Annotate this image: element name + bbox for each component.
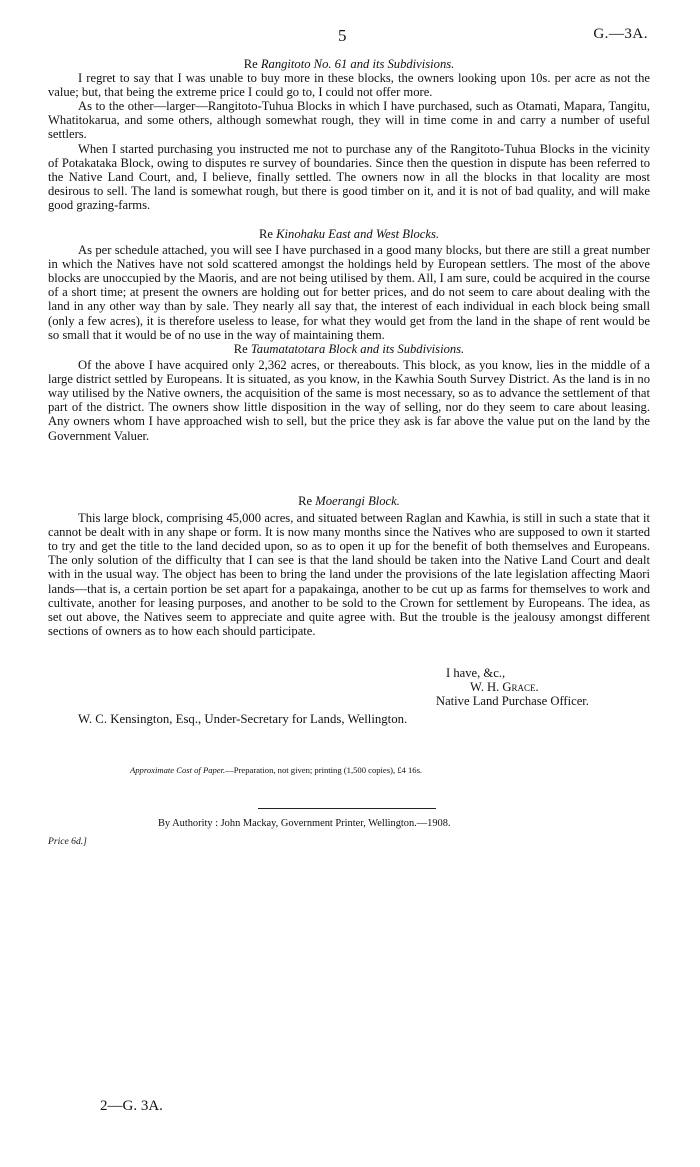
heading-re: Re [233,342,248,356]
footer-reference: 2—G. 3A. [100,1098,163,1114]
section-rangitoto [48,57,650,212]
divider-rule [258,808,436,809]
price-note: Price 6d.] [48,836,87,847]
heading-re: Re [298,494,313,508]
section-heading [48,494,650,508]
cost-text: —Preparation, not given; printing (1,500 copies), £4 16s. [225,765,423,775]
section-heading [48,342,650,356]
paragraph: When I started purchasing you instructed me not to purchase any of the Rangitoto-Tuhua Blocks in the vicinity of Potakataka Block, owing to disputes re survey of boundaries. Since then the question in dispute has been referred to the Native Land Court, and, I believe, finally settled. The owners now in all the blocks in that locality are most desirous to sell. The land is somewhat rough, but there is good timber on it, and it is not of bad quality, and will make good grazing-farms. [48,141,650,212]
paragraph: This large block, comprising 45,000 acres, and situated between Raglan and Kawhia, is still in such a state that it cannot be dealt with in any shape or form. It is now many months since the Natives who are supposed to own it started to try and get the title to the land decided upon, so as to open it up for the benefit of both themselves and Europeans. The only solution of the difficulty that I can see is that the land should be taken into the Native Land Court and dealt with in the usual way. The object has been to bring the land under the provisions of the late legislation affecting Maori lands—that is, a certain portion be set apart for a papakainga, another to be cut up as farms for themselves to work and cultivate, another for leasing purposes, and another to be sold to the Crown for settlement by Europeans. The idea, as set out above, the Natives seem to appreciate and quite agree with. But the trouble is the jealousy amongst different sections of owners as to how each should participate. [48,511,650,638]
heading-title: Moerangi Block. [315,494,400,508]
cost-label: Approximate Cost of Paper. [130,765,226,775]
paragraph: As to the other—larger—Rangitoto-Tuhua Blocks in which I have purchased, such as Otamati, Mapara, Tangitu, Whatitokarua, and some others, although somewhat rough, they will in time come in and carry a number of useful settlers. [48,99,650,142]
paragraph: I regret to say that I was unable to buy more in these blocks, the owners looking upon 10s. per acre as not the value; but, that being the extreme price I could go to, I could not offer more. [48,71,650,100]
heading-re: Re [243,57,258,71]
section-moerangi [48,494,650,638]
signature-title: Native Land Purchase Officer. [436,694,589,708]
section-heading [48,227,650,241]
paragraph: Of the above I have acquired only 2,362 acres, or thereabouts. This block, as you know, lies in the middle of a large district settled by Europeans. It is situated, as you know, in the Kawhia South Survey District. As the land is in no way utilised by the Native owners, the acquisition of the same is most necessary, so as to advance the settlement of that part of the district. The owners show little disposition in the way of selling, nor do they seem to care about leasing. Any owners whom I have approached wish to sell, but the price they ask is far above the value put on the land by the Government Valuer. [48,358,650,443]
cost-note [130,765,422,775]
document-reference: G.—3A. [593,26,648,42]
signature-name: W. H. Grace. [470,680,539,694]
heading-title: Taumatatotara Block and its Subdivisions. [250,342,465,356]
section-heading [48,57,650,71]
page-number: 5 [338,26,347,45]
section-taumatatotara [48,342,650,443]
addressee: W. C. Kensington, Esq., Under-Secretary for Lands, Wellington. [78,712,408,726]
signature-closing: I have, &c., [446,666,506,680]
paragraph: As per schedule attached, you will see I have purchased in a good many blocks, but there are still a great number in which the Natives have not sold scattered amongst the holdings held by European settlers. The most of the above blocks are unoccupied by the Maoris, and are not being utilised by them. All, I am sure, could be acquired in the course of a short time; at present the owners are holding out for better prices, and do not seem to care about dealing with the land in any other way than by sale. They nearly all say that, the interest of each individual in each block being small (only a few acres), it is therefore useless to lease, for what they would get from the land in the shape of rent would be so small that it would be of no use in the way of maintaining them. [48,243,650,342]
printer-authority: By Authority : John Mackay, Government Printer, Wellington.—1908. [158,818,451,829]
heading-title: Rangitoto No. 61 and its Subdivisions. [260,57,455,71]
heading-title: Kinohaku East and West Blocks. [276,227,440,241]
heading-re: Re [258,227,273,241]
section-kinohaku [48,227,650,342]
